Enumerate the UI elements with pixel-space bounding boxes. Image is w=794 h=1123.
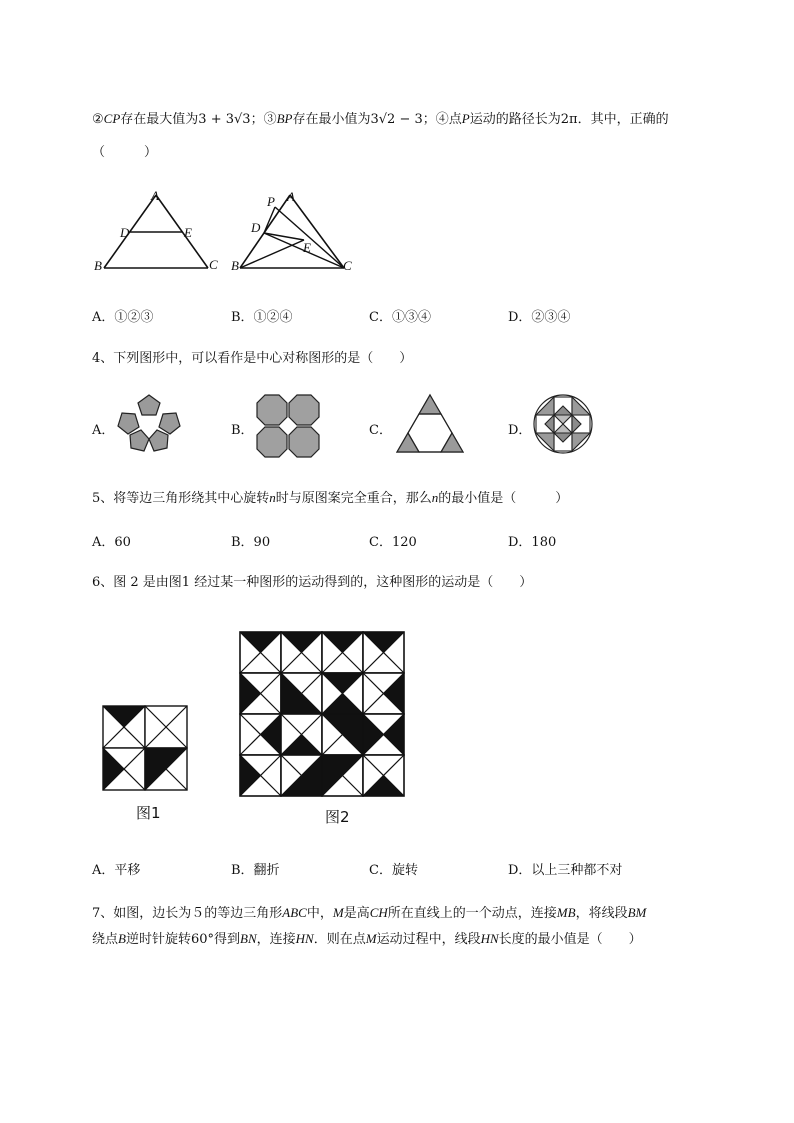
q7-text: ．则在点 <box>313 932 366 947</box>
q5-option-a[interactable]: A．60 <box>92 535 131 550</box>
q7-text: 逆时针旋转60°得到 <box>125 932 241 947</box>
q7-line1 <box>92 902 646 921</box>
q7-text: 绕点 <box>92 932 119 947</box>
point-m: M <box>332 905 344 920</box>
q5-text: 5、将等边三角形绕其中心旋转 <box>92 491 270 506</box>
q4-option-d-letter[interactable]: D． <box>508 423 532 438</box>
q3-text: 运动的路径长为 <box>469 112 561 127</box>
grid-tile <box>240 632 281 673</box>
triangle-hexagon-figure[interactable] <box>395 393 465 455</box>
q5-option-d[interactable]: D．180 <box>508 535 557 550</box>
label-a2: A <box>287 189 295 204</box>
q7-text: ，将线段 <box>575 906 628 921</box>
figure-1-caption: 图1 <box>136 804 161 822</box>
point-b: B <box>118 931 126 946</box>
segment-bm: BM <box>627 905 647 920</box>
q7-text: 7、如图，边长为５的等边三角形 <box>92 906 283 921</box>
grid-tile <box>363 755 404 796</box>
q7-text: 长度的最小值是（ ） <box>498 932 642 947</box>
q4-stem: 4、下列图形中，可以看作是中心对称图形的是（ ） <box>92 351 413 366</box>
q3-line2: （ ） <box>92 145 158 160</box>
grid-tile <box>363 673 404 714</box>
grid-tile <box>240 755 281 796</box>
circle-pattern-figure[interactable] <box>532 393 594 455</box>
label-p: P <box>267 194 275 209</box>
label-e: E <box>184 225 192 240</box>
q3-text: ② <box>92 112 104 127</box>
q3-text: 存在最小值为 <box>292 112 371 127</box>
label-d: D <box>120 225 130 240</box>
q3-text: ；④点 <box>422 112 462 127</box>
label-b2: B <box>231 258 239 273</box>
grid-tile <box>322 673 363 714</box>
variable-n: n <box>431 490 439 505</box>
q4-option-b-letter[interactable]: B． <box>231 423 254 438</box>
q5-text: 的最小值是（ ） <box>438 491 569 506</box>
max-value: 3 + 3√3 <box>198 112 251 127</box>
q6-option-a[interactable]: A．平移 <box>92 863 141 878</box>
q3-line1 <box>92 108 669 127</box>
pentagon-flower-figure[interactable] <box>114 393 184 457</box>
variable-n: n <box>269 490 276 505</box>
point-p: P <box>461 111 470 126</box>
q7-text: ，连接 <box>256 932 296 947</box>
triangle-abc: ABC <box>282 905 307 920</box>
figure-2-caption: 图2 <box>325 808 350 826</box>
q5-option-b[interactable]: B．90 <box>231 535 271 550</box>
q7-text: 运动过程中，线段 <box>376 932 481 947</box>
q3-text: 存在最大值为 <box>120 112 199 127</box>
octagon-grid-figure[interactable] <box>256 394 320 458</box>
grid-tile <box>281 632 322 673</box>
label-e2: E <box>303 240 311 255</box>
grid-tile <box>322 755 363 796</box>
label-c: C <box>209 257 218 272</box>
q6-option-c[interactable]: C．旋转 <box>369 863 418 878</box>
figure-2-pattern <box>239 631 405 797</box>
label-d2: D <box>251 220 261 235</box>
segment-hn: HN <box>295 931 314 946</box>
q7-text: 所在直线上的一个动点，连接 <box>387 906 557 921</box>
q6-option-b[interactable]: B．翻折 <box>231 863 280 878</box>
q4-option-a-letter[interactable]: A． <box>92 423 115 438</box>
segment-cp: CP <box>103 111 121 126</box>
min-value: 3√2 − 3 <box>370 112 423 127</box>
grid-tile <box>281 755 322 796</box>
q3-option-a[interactable]: A．①②③ <box>92 310 154 325</box>
grid-tile <box>281 714 322 755</box>
label-c2: C <box>343 258 352 273</box>
path-length: 2π <box>560 112 578 127</box>
q7-line2 <box>92 928 642 947</box>
grid-tile <box>363 632 404 673</box>
grid-tile <box>322 632 363 673</box>
q7-text: 是高 <box>343 906 370 921</box>
q5-stem <box>92 487 568 506</box>
grid-tile <box>281 673 322 714</box>
q5-option-c[interactable]: C．120 <box>369 535 417 550</box>
segment-mb: MB <box>556 905 576 920</box>
q5-text: 时与原图案完全重合，那么 <box>275 491 432 506</box>
q3-option-b[interactable]: B．①②④ <box>231 310 293 325</box>
q3-text: ．其中，正确的 <box>577 112 669 127</box>
q7-text: 中， <box>306 906 333 921</box>
label-a: A <box>151 188 159 203</box>
q6-option-d[interactable]: D．以上三种都不对 <box>508 863 623 878</box>
grid-tile <box>363 714 404 755</box>
q3-option-c[interactable]: C．①③④ <box>369 310 431 325</box>
figure-1-pattern <box>103 706 187 790</box>
q4-option-c-letter[interactable]: C． <box>369 423 392 438</box>
grid-tile <box>240 714 281 755</box>
segment-bn: BN <box>240 931 257 946</box>
label-b: B <box>94 258 102 273</box>
point-m: M <box>365 931 377 946</box>
grid-tile <box>240 673 281 714</box>
height-ch: CH <box>369 905 388 920</box>
q6-stem: 6、图 2 是由图1 经过某一种图形的运动得到的，这种图形的运动是（ ） <box>92 575 533 590</box>
q3-text: ；③ <box>250 112 277 127</box>
q3-option-d[interactable]: D．②③④ <box>508 310 571 325</box>
segment-hn: HN <box>480 931 499 946</box>
grid-tile <box>322 714 363 755</box>
segment-bp: BP <box>276 111 293 126</box>
